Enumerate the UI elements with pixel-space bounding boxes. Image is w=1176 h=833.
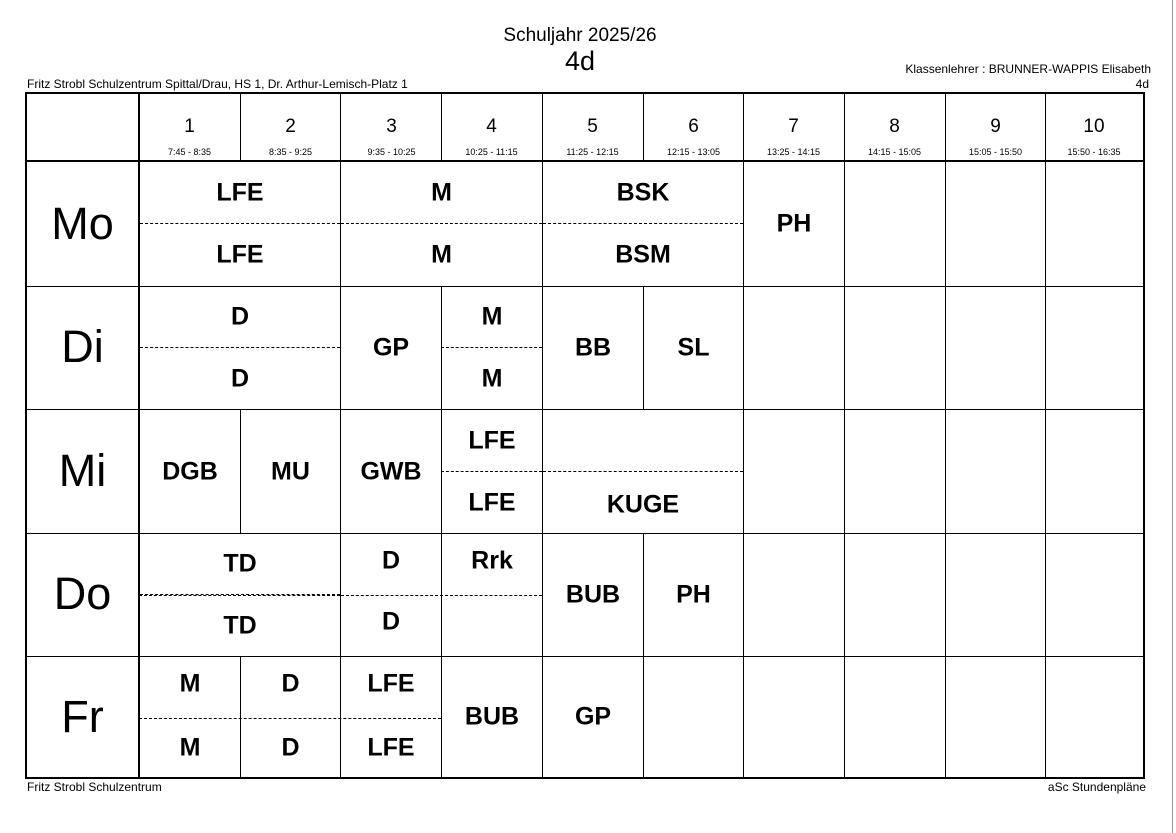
lesson-cell[interactable]	[140, 162, 340, 224]
period-header	[139, 94, 240, 160]
lesson-cell-empty[interactable]	[543, 410, 743, 472]
lesson-cell[interactable]	[341, 162, 542, 224]
lesson-cell[interactable]	[140, 657, 240, 718]
period-header	[341, 94, 442, 160]
lesson-cell[interactable]	[140, 224, 340, 286]
school-address: Fritz Strobl Schulzentrum Spittal/Drau, HS 1, Dr. Arthur-Lemisch-Platz 1	[27, 77, 408, 91]
lesson-cell[interactable]	[543, 657, 643, 777]
period-header	[844, 94, 945, 160]
period-header	[1045, 94, 1143, 160]
lesson-cell[interactable]	[543, 287, 643, 409]
school-year: Schuljahr 2025/26	[503, 25, 657, 46]
lesson-subject: BSM	[615, 240, 671, 269]
period-number: 10	[1083, 116, 1105, 137]
lesson-subject: LFE	[216, 178, 264, 206]
lesson-subject: DGB	[162, 457, 218, 485]
period-number: 7	[788, 116, 799, 137]
lesson-cell[interactable]	[643, 287, 743, 409]
lesson-cell[interactable]	[240, 410, 340, 533]
lesson-cell[interactable]	[441, 410, 542, 472]
lesson-subject: GP	[372, 333, 410, 362]
lesson-cell[interactable]	[140, 534, 340, 595]
lesson-subject: D	[281, 733, 300, 761]
period-number: 9	[990, 116, 1001, 137]
lesson-subject: LFE	[468, 426, 516, 454]
lesson-subject: LFE	[216, 240, 264, 269]
period-time: 10:25 - 11:15	[465, 147, 518, 157]
period-divider	[945, 94, 946, 777]
lesson-cell[interactable]	[441, 534, 542, 595]
period-header	[945, 94, 1046, 160]
lesson-cell[interactable]	[140, 287, 340, 348]
lesson-subject: LFE	[367, 669, 415, 697]
lesson-cell-empty[interactable]	[441, 595, 542, 656]
lesson-subject: D	[281, 669, 300, 697]
lesson-cell[interactable]	[140, 410, 240, 533]
day-label-mi: Mi	[58, 445, 107, 496]
day-label-do: Do	[53, 568, 112, 619]
day-label-mo: Mo	[51, 198, 114, 249]
period-time: 9:35 - 10:25	[367, 147, 416, 157]
period-header	[240, 94, 341, 160]
lesson-subject: TD	[223, 549, 257, 578]
footer-software: aSc Stundenpläne	[1047, 780, 1146, 794]
lesson-cell[interactable]	[744, 162, 844, 286]
class-teacher: Klassenlehrer : BRUNNER-WAPPIS Elisabeth	[905, 62, 1151, 76]
lesson-subject: PH	[776, 209, 812, 238]
lesson-subject: D	[381, 607, 401, 635]
lesson-cell[interactable]	[341, 534, 441, 595]
lesson-cell[interactable]	[543, 162, 743, 224]
lesson-subject: M	[179, 669, 201, 697]
lesson-cell[interactable]	[441, 472, 542, 533]
lesson-subject: KUGE	[606, 490, 680, 518]
lesson-cell[interactable]	[341, 718, 441, 777]
lesson-cell[interactable]	[441, 287, 542, 348]
period-time: 13:25 - 14:15	[766, 147, 821, 157]
period-divider	[844, 94, 845, 777]
period-time: 7:45 - 8:35	[167, 147, 212, 157]
period-header	[542, 94, 643, 160]
lesson-cell[interactable]	[341, 224, 542, 286]
lesson-subject: GP	[574, 702, 612, 731]
period-number: 8	[889, 116, 900, 137]
lesson-subject: M	[481, 364, 503, 392]
lesson-subject: M	[481, 302, 503, 331]
lesson-subject: D	[230, 364, 250, 392]
split-divider	[139, 595, 340, 596]
lesson-cell[interactable]	[140, 718, 240, 777]
period-header	[643, 94, 744, 160]
lesson-subject: M	[431, 240, 452, 269]
period-number: 6	[688, 116, 699, 137]
page-edge	[1172, 0, 1173, 833]
period-time: 12:15 - 13:05	[666, 147, 721, 157]
period-header	[441, 94, 542, 160]
lesson-cell[interactable]	[543, 224, 743, 286]
lesson-subject: BSK	[616, 178, 670, 206]
day-label-fr: Fr	[61, 691, 104, 742]
period-number: 3	[386, 116, 397, 137]
period-divider	[643, 657, 644, 777]
class-label: 4d	[1135, 77, 1149, 91]
lesson-subject: TD	[223, 611, 257, 639]
lesson-subject: MU	[271, 457, 310, 485]
lesson-cell[interactable]	[341, 657, 441, 718]
lesson-subject: PH	[676, 580, 711, 609]
lesson-subject: M	[431, 178, 452, 206]
lesson-cell[interactable]	[341, 595, 441, 656]
timetable-grid	[25, 92, 1145, 779]
lesson-cell[interactable]	[140, 595, 340, 656]
lesson-subject: BB	[574, 333, 612, 362]
lesson-cell[interactable]	[240, 657, 340, 718]
lesson-cell[interactable]	[341, 410, 441, 533]
period-time: 11:25 - 12:15	[566, 147, 619, 157]
period-time: 15:50 - 16:35	[1067, 147, 1121, 157]
class-title: 4d	[564, 46, 596, 76]
period-time: 14:15 - 15:05	[867, 147, 922, 157]
lesson-subject: BUB	[565, 580, 621, 609]
lesson-subject: BUB	[464, 702, 520, 731]
split-divider	[341, 595, 542, 596]
lesson-subject: Rrk	[471, 546, 513, 574]
lesson-subject: LFE	[367, 733, 415, 761]
lesson-subject: GWB	[360, 457, 422, 485]
lesson-subject: LFE	[468, 488, 516, 516]
period-number: 1	[184, 116, 195, 137]
period-number: 4	[486, 116, 497, 137]
lesson-cell[interactable]	[441, 348, 542, 409]
lesson-subject: SL	[677, 333, 710, 362]
lesson-cell[interactable]	[543, 472, 743, 533]
period-time: 8:35 - 9:25	[268, 147, 313, 157]
period-number: 5	[587, 116, 598, 137]
lesson-subject: M	[179, 733, 201, 761]
lesson-cell[interactable]	[643, 534, 743, 656]
lesson-cell[interactable]	[240, 718, 340, 777]
period-time: 15:05 - 15:50	[968, 147, 1023, 157]
lesson-cell[interactable]	[140, 348, 340, 409]
day-label-di: Di	[61, 321, 104, 372]
lesson-cell[interactable]	[441, 657, 542, 777]
period-header	[743, 94, 844, 160]
footer-school: Fritz Strobl Schulzentrum	[27, 780, 162, 794]
period-number: 2	[285, 116, 296, 137]
period-divider	[1045, 94, 1046, 777]
lesson-cell[interactable]	[543, 534, 643, 656]
split-divider	[139, 718, 441, 719]
lesson-subject: D	[381, 546, 401, 574]
lesson-cell[interactable]	[341, 287, 441, 409]
lesson-subject: D	[230, 302, 250, 331]
